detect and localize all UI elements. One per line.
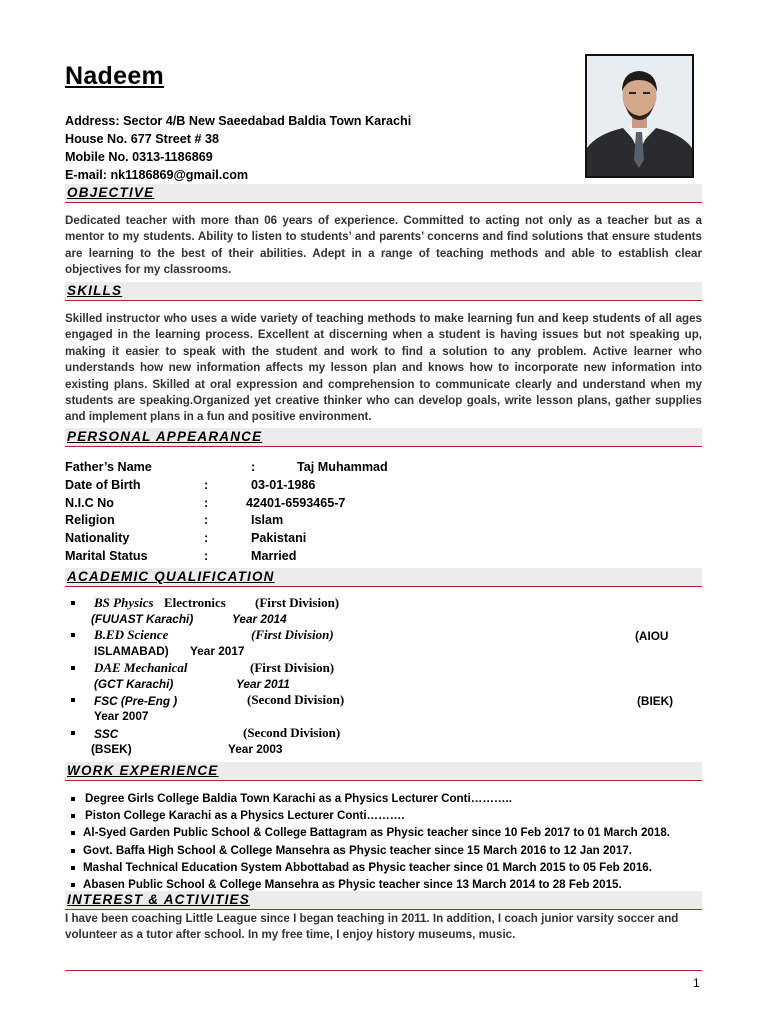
academic-institute: (BSEK) [91,741,132,756]
interest-heading [65,891,702,910]
academic-degree: SSC [94,726,119,741]
personal-sep: : [204,495,209,510]
work-item [65,844,705,861]
academic-degree: BS Physics [94,595,154,610]
academic-year: Year 2003 [228,741,283,756]
mobile-line: Mobile No. 0313-1186869 [65,150,213,164]
work-item [65,861,705,878]
skills-text: Skilled instructor who uses a wide variety of teaching methods to make learning fun and keep students of all ages engaged in the learning process. Excellent at discerning when a student is having issues but not speaking up, making it easier to speak with the student and work to find a solution to any problem. Active learner who understands how new information affects my lesson plan and knows how to incorporate new information into existing plans. Skilled at oral expression and comprehension to communicate clearly and understand when my students are speaking.Organized yet creative thinker who can develop goals, write lesson plans, gather supplies and implement plans in a fun and positive environment. [65,312,702,424]
footer-divider [65,970,702,971]
personal-label: Father’s Name [65,460,152,474]
profile-photo [585,54,694,178]
academic-heading-text: ACADEMIC QUALIFICATION [67,569,275,584]
personal-value: Islam [251,513,284,528]
academic-division: (First Division) [250,659,335,675]
academic-institute-cont: ISLAMABAD) [94,644,169,659]
academic-item [65,659,705,694]
work-item-text: Mashal Technical Education System Abbottabad as Physic teacher since 01 March 2015 to 05 Feb 2016. [83,860,652,874]
objective-heading-text: OBJECTIVE [67,185,155,200]
personal-sep: : [204,548,209,563]
bullet-icon [71,814,75,818]
bullet-icon [71,831,75,835]
work-heading [65,762,702,781]
academic-degree: B.ED Science [94,627,169,643]
personal-label: Marital Status [65,548,148,563]
interest-heading-text: INTEREST & ACTIVITIES [67,892,250,907]
work-item-text: Abasen Public School & College Mansehra as Physic teacher since 13 March 2014 to 28 Feb 2015. [83,877,622,891]
personal-heading [65,428,702,447]
academic-degree: FSC (Pre-Eng ) [94,694,178,709]
bullet-icon [71,866,75,870]
page-number: 1 [693,976,700,990]
academic-institute: (FUUAST Karachi) [91,612,194,626]
bullet-icon [71,797,75,801]
bullet-icon [71,601,75,605]
academic-year: Year 2011 [236,676,290,691]
academic-year: Year 2014 [232,612,287,626]
bullet-icon [71,731,75,735]
personal-sep: : [204,477,209,492]
personal-value: 03-01-1986 [251,477,316,492]
personal-value: Taj Muhammad [297,460,388,474]
bullet-icon [71,666,75,670]
academic-degree: DAE Mechanical [94,659,188,675]
academic-division: (First Division) [255,595,340,610]
personal-heading-text: PERSONAL APPEARANCE [67,429,263,444]
academic-degree-extra: Electronics [164,595,226,610]
academic-year: Year 2007 [94,709,149,724]
work-heading-text: WORK EXPERIENCE [67,763,219,778]
work-item-text: Govt. Baffa High School & College Mansehra as Physic teacher since 15 March 2016 to 12 Jan 2017. [83,843,632,857]
personal-label: Nationality [65,531,130,546]
personal-sep: : [204,513,209,528]
house-line: House No. 677 Street # 38 [65,132,219,146]
candidate-name: Nadeem [65,62,165,90]
personal-value: 42401-6593465-7 [246,495,346,510]
academic-institute: (BIEK) [637,694,674,709]
bullet-icon [71,849,75,853]
academic-institute: (AIOU [635,629,669,644]
academic-institute: (GCT Karachi) [94,676,174,691]
interest-text: I have been coaching Little League since I began teaching in 2011. In addition, I coach junior varsity soccer and volunteer as a tutor after school. In my free time, I enjoy history museums, music. [65,912,679,942]
academic-list [65,597,705,759]
work-item [65,809,705,826]
academic-item [65,724,705,759]
contact-block [65,112,411,184]
email-line: E-mail: nk1186869@gmail.com [65,168,249,182]
skills-heading-text: SKILLS [67,283,123,298]
work-item-text: Piston College Karachi as a Physics Lecturer Conti………. [85,809,405,823]
bullet-icon [71,633,75,637]
work-item-text: Degree Girls College Baldia Town Karachi as a Physics Lecturer Conti……….. [85,792,512,805]
personal-value: Married [251,548,297,563]
academic-division: (Second Division) [247,692,345,708]
work-item [65,826,705,843]
bullet-icon [71,698,75,702]
personal-sep: : [204,531,209,546]
academic-heading [65,568,702,587]
address-line: Address: Sector 4/B New Saeedabad Baldia Town Karachi [65,114,412,128]
work-list [65,792,705,895]
objective-text: Dedicated teacher with more than 06 years of experience. Committed to acting not only as a teacher but as a mentor to my students. Ability to listen to students’ and parents’ concerns and find solutions that ensure students are learning to the best of their abilities. Adept in a range of teaching methods and able to establish clear objectives for my classrooms. [65,214,702,277]
skills-heading [65,282,702,301]
academic-division: (First Division) [251,627,334,643]
academic-year: Year 2017 [190,644,245,659]
academic-division: (Second Division) [243,724,341,740]
work-item-text: Al-Syed Garden Public School & College Battagram as Physic teacher since 10 Feb 2017 to 01 March 2018. [83,826,671,840]
work-item [65,792,705,809]
academic-item [65,694,705,726]
profile-photo-portrait [587,56,692,176]
bullet-icon [71,883,75,887]
objective-heading [65,184,702,203]
personal-label: Date of Birth [65,477,141,492]
academic-item [65,597,705,629]
personal-label: Religion [65,513,115,528]
personal-sep: : [251,460,256,474]
personal-label: N.I.C No [65,495,114,510]
academic-item [65,629,705,661]
personal-value: Pakistani [251,531,307,546]
